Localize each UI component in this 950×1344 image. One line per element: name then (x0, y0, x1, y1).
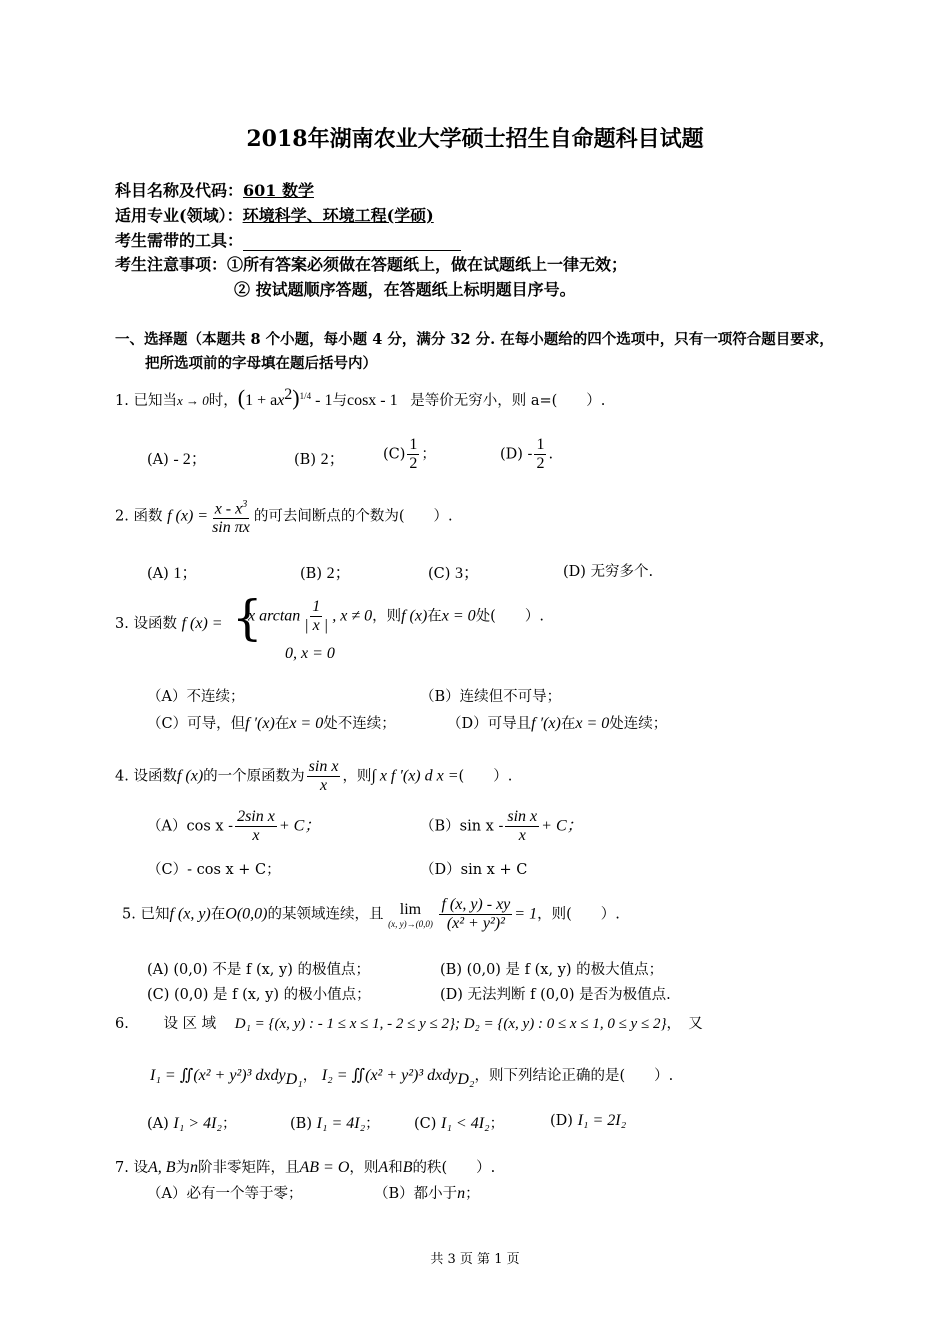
notice-label: 考生注意事项： (115, 255, 228, 274)
q5-number: 5. 已知 (122, 906, 170, 923)
q2-text-post: 的可去间断点的个数为( ）. (253, 508, 453, 525)
q6-number: 6. (115, 1016, 129, 1032)
q3-option-b: （B）连续但不可导； (420, 689, 562, 705)
section1-heading-line2: 把所选项前的字母填在题后括号内） (145, 355, 377, 372)
q2-option-d: (D) 无穷多个. (563, 564, 654, 580)
subject-line (115, 178, 314, 201)
q2-number: 2. 函数 (115, 508, 163, 525)
section1-heading-line1: 一、选择题（本题共 8 个小题，每小题 4 分，满分 32 分. 在每小题给的四个选项中，只有一项符合题目要求， (115, 331, 834, 348)
q2-option-b: (B) 2； (300, 565, 351, 582)
q1-option-a: (A) - 2； (147, 451, 207, 468)
question-6-line1: 6. 设 区 域 D₁ = {(x, y) : - 1 ≤ x ≤ 1, - 2 ≤ y ≤ 2}; D₂ = {(x, y) : 0 ≤ x ≤ 1, 0 ≤ y ≤ 2}， 又 (115, 1016, 703, 1032)
q4-integral: ∫ x f ′(x) d x = (371, 767, 459, 785)
tools-blank (243, 234, 461, 251)
q3-case-1: x arctan $\frac{1}{| x |}$ , x ≠ 0，则f (x)在x = 0处( ）. (248, 598, 544, 634)
q3-number: 3. 设函数 (115, 616, 177, 632)
q4-option-c: （C）- cos x + C； (147, 862, 281, 878)
q1-option-a-value: - 2； (173, 451, 207, 468)
page-footer: 共 3 页 第 1 页 (430, 1252, 520, 1267)
question-2 (115, 496, 453, 537)
q4-option-d: （D）sin x + C (420, 862, 528, 878)
question-4: 4. 设函数f (x)的一个原函数为 $\frac{\text{sin x}}{x}$ ，则∫ x f ′(x) d x =( ）. (115, 758, 513, 794)
tools-line (115, 228, 461, 251)
tools-label: 考生需带的工具： (115, 231, 244, 250)
q1-option-c: (C) $\frac{1}{2}$ ； (383, 436, 436, 472)
q5-option-a: (A) (0,0) 不是 f (x, y) 的极值点； (147, 962, 370, 978)
q1-option-b-value: 2； (320, 451, 345, 468)
q4-option-b: （B）sin x - $\frac{\text{sin x}}{x}$ + C； (420, 808, 583, 844)
q1-option-d: (D) - $\frac{1}{2}$ . (500, 436, 554, 472)
q2-denominator: sin πx (212, 519, 250, 537)
q3-lhs: f (x) = (181, 615, 223, 632)
question-5: 5. 已知f (x, y)在O(0,0)的某领域连续，且 lim (x, y)→(0,0) $\frac{f (x, y) - xy}{\text{(x² + y²)²}}$ = 1，则( ）. (122, 896, 620, 932)
q2-option-a: (A) 1； (147, 565, 198, 582)
q6-integral-1: I₁ = ∬(x² + y²)³ dxdy (150, 1067, 286, 1084)
subject-label: 科目名称及代码： (115, 181, 244, 200)
q1-text-pre: 已知当 (133, 392, 177, 409)
question-1: 1. 已知当x → 0时，$(1 + ax^2)^{1/4} - 1$与cosx - 1 是等价无穷小，则 a=( ）. (115, 384, 606, 410)
q3-case-2: 0, x = 0 (285, 645, 335, 662)
q3-brace: { (232, 590, 263, 646)
q1-number: 1. (115, 392, 129, 409)
q1-text-when: 时， (208, 392, 238, 409)
q3-option-a: （A）不连续； (147, 689, 245, 705)
q7-option-b: （B）都小于n； (374, 1185, 480, 1202)
subject-value: 601 数学 (243, 181, 314, 200)
q1-expr2: cosx - 1 (346, 391, 398, 409)
question-3-intro (115, 612, 223, 633)
q4-option-a: （A）cos x - $\frac{\text{2sin x}}{x}$ + C； (147, 808, 321, 844)
q4-number: 4. 设函数 (115, 768, 177, 785)
q2-lhs: f (x) = (167, 507, 209, 525)
q5-option-c: (C) (0,0) 是 f (x, y) 的极小值点； (147, 987, 371, 1003)
major-label: 适用专业(领域）： (115, 206, 243, 225)
q6-option-d: (D) I₁ = 2I₂ (550, 1112, 627, 1129)
q1-condition: x → 0 (176, 392, 209, 408)
major-line (115, 203, 434, 226)
q3-option-d: （D）可导且f ′(x)在x = 0处连续； (447, 715, 668, 732)
q1-text-with: 与 (332, 392, 347, 409)
notice-item-2: ② 按试题顺序答题，在答题纸上标明题目序号。 (234, 280, 576, 299)
q5-option-d: (D) 无法判断 f (0,0) 是否为极值点. (440, 987, 671, 1003)
major-value: 环境科学、环境工程(学硕) (242, 206, 434, 225)
q1-option-b: (B) 2； (294, 451, 345, 468)
q6-option-c: (C) I₁ < 4I₂； (414, 1115, 505, 1132)
q6-domains: D₁ = {(x, y) : - 1 ≤ x ≤ 1, - 2 ≤ y ≤ 2}; D₂ = {(x, y) : 0 ≤ x ≤ 1, 0 ≤ y ≤ 2} (234, 1016, 667, 1032)
page-title: 2018年湖南农业大学硕士招生自命题科目试题 (246, 126, 704, 152)
q2-option-c: (C) 3； (428, 565, 480, 582)
notice-item-1: ①所有答案必须做在答题纸上，做在试题纸上一律无效； (227, 255, 628, 274)
q1-expr1: ( (237, 384, 246, 410)
notice-line-1 (115, 252, 627, 275)
q3-option-c: （C）可导，但f ′(x)在x = 0处不连续； (147, 715, 396, 732)
q5-option-b: (B) (0,0) 是 f (x, y) 的极大值点； (440, 962, 664, 978)
q6-option-a: (A) I₁ > 4I₂； (147, 1115, 237, 1132)
q1-text-post: 是等价无穷小，则 a=( ）. (410, 392, 606, 409)
q7-option-a: （A）必有一个等于零； (147, 1186, 303, 1202)
q7-number: 7. 设 (115, 1160, 148, 1176)
q6-option-b: (B) I₁ = 4I₂； (290, 1115, 380, 1132)
q2-numerator: x - $x^3$ (213, 496, 250, 519)
q5-limit: lim (x, y)→(0,0) (388, 900, 433, 929)
question-6-line2: I₁ = ∬(x² + y²)³ dxdy$_{D_1}$， I₂ = ∬(x² + y²)³ dxdy$_{D_2}$，则下列结论正确的是( ）. (150, 1067, 674, 1088)
q6-integral-2: I₂ = ∬(x² + y²)³ dxdy (321, 1067, 458, 1084)
question-7: 7. 设A, B为n阶非零矩阵，且AB = O，则A和B的秩( ）. (115, 1159, 496, 1176)
